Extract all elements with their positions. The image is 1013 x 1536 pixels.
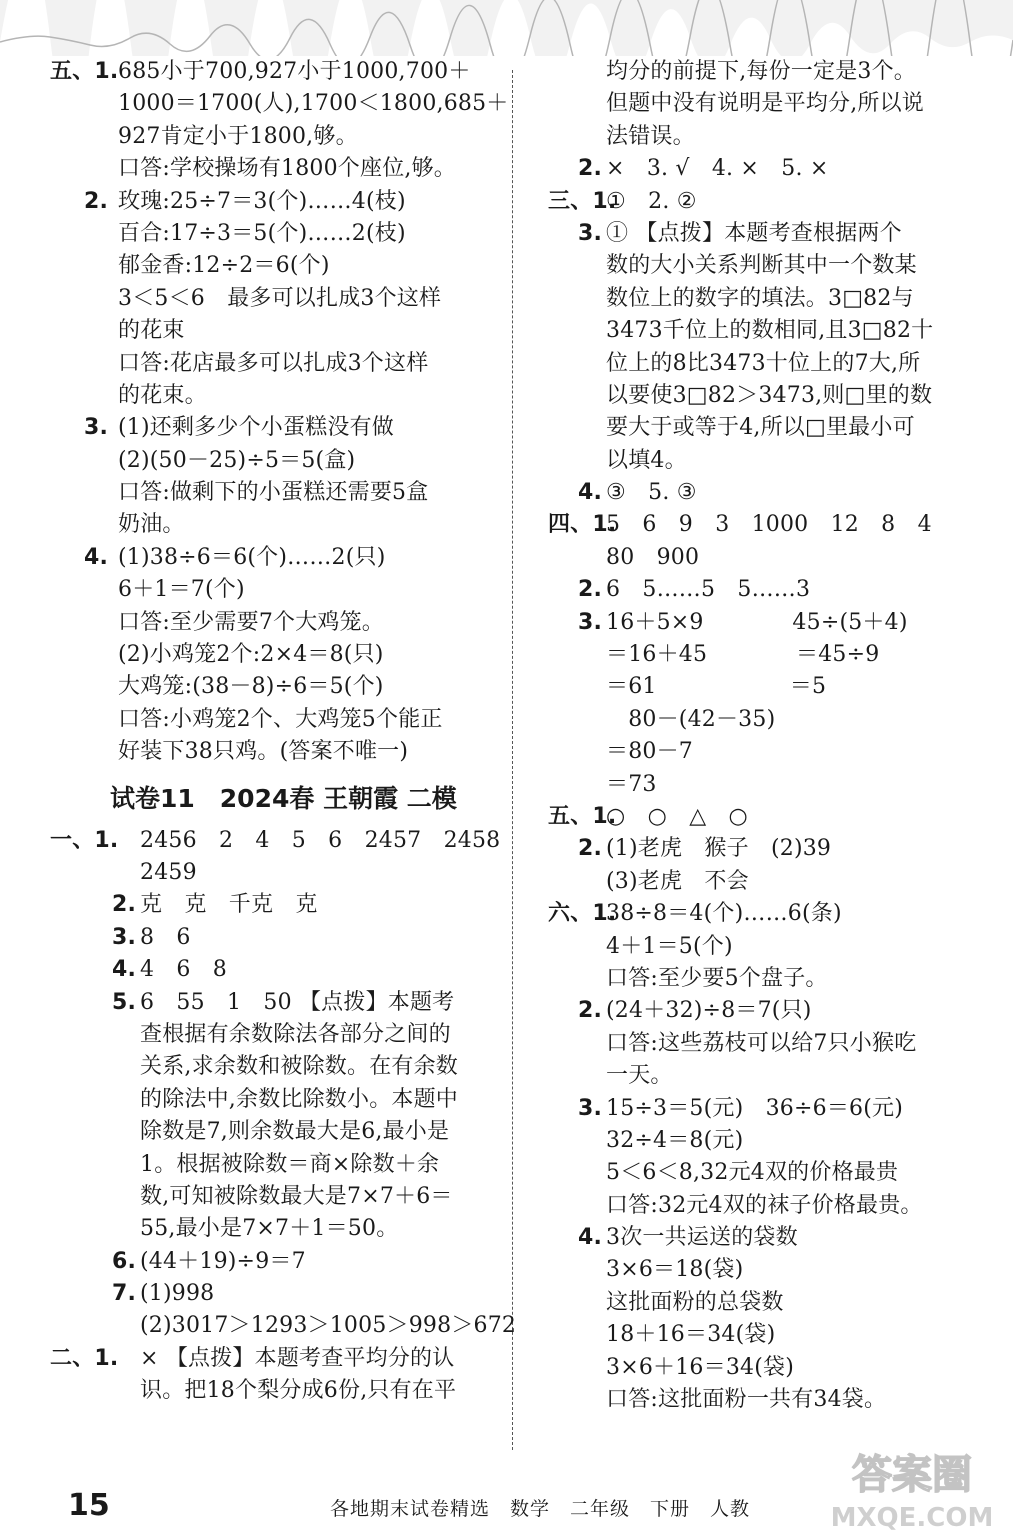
answer-text: 8 6 (140, 924, 191, 950)
answer-text: 32÷4＝8(元) (606, 1127, 744, 1153)
answer-line (50, 1213, 505, 1245)
section-title: 试卷11 2024春 王朝霞 二模 (110, 783, 457, 813)
answer-line (548, 1319, 988, 1351)
answer-line (548, 56, 988, 88)
answer-text: (3)老虎 不会 (606, 868, 749, 894)
answers-block-test11-cont (548, 56, 988, 1416)
answer-line (548, 1060, 988, 1092)
answer-text: 一天。 (606, 1063, 673, 1089)
item-number: 2. (112, 892, 137, 918)
answer-line (50, 954, 505, 986)
answer-text: 3次一共运送的袋数 (606, 1225, 798, 1251)
answer-text: 6＋1＝7(个) (118, 577, 245, 603)
answer-line (548, 1093, 988, 1125)
answer-line (50, 1278, 505, 1310)
answer-line (548, 1028, 988, 1060)
answer-line (50, 283, 505, 315)
answer-line (548, 509, 988, 541)
answer-line (548, 1125, 988, 1157)
answer-line (548, 1157, 988, 1189)
answer-text: 奶油。 (118, 512, 185, 538)
answer-line (50, 857, 505, 889)
answer-text: 5 6 9 3 1000 12 8 4 (606, 512, 932, 538)
answer-text: 的除法中,余数比除数小。本题中 (140, 1086, 458, 1112)
answer-text: 18＋16＝34(袋) (606, 1322, 776, 1348)
answer-text: 均分的前提下,每份一定是3个。 (606, 59, 916, 84)
answer-line (548, 380, 988, 412)
svg-text:MXQE.COM: MXQE.COM (830, 1503, 994, 1533)
answer-text: 3×6＝18(袋) (606, 1257, 744, 1283)
answer-line (548, 445, 988, 477)
item-number: 六、1. (548, 901, 617, 927)
answer-line (548, 1384, 988, 1416)
answer-line (50, 380, 505, 412)
answer-text: 口答:小鸡笼2个、大鸡笼5个能正 (118, 706, 443, 732)
answer-text: 玫瑰:25÷7＝3(个)……4(枝) (118, 188, 406, 214)
answer-text: 55,最小是7×7＋1＝50。 (140, 1216, 399, 1242)
answer-line (548, 1254, 988, 1286)
answer-text: ＝80－7 (606, 739, 693, 765)
answer-line (548, 348, 988, 380)
answer-line (50, 1019, 505, 1051)
answer-line (548, 963, 988, 995)
answer-line (548, 995, 988, 1027)
answers-block-test10 (50, 56, 509, 769)
answer-line (50, 1084, 505, 1116)
answer-line (548, 1190, 988, 1222)
answer-line (50, 704, 505, 736)
answer-line (548, 607, 988, 639)
answer-line (50, 542, 505, 574)
answer-line (50, 348, 505, 380)
page-number: 15 (68, 1488, 110, 1523)
answer-line (548, 477, 988, 509)
answer-text: 2456 2 4 5 6 2457 2458 (140, 827, 501, 853)
right-column (548, 56, 988, 1416)
answer-text: 但题中没有说明是平均分,所以说 (606, 91, 924, 117)
answer-text: (1)老虎 猴子 (2)39 (606, 836, 832, 862)
answer-text: 数位上的数字的填法。3□82与 (606, 285, 914, 311)
answer-line (548, 542, 988, 574)
item-number: 三、1. (548, 188, 617, 214)
item-number: 二、1. (50, 1345, 119, 1371)
answer-text: 5＜6＜8,32元4双的价格最贵 (606, 1160, 899, 1186)
answer-line (50, 987, 505, 1019)
answer-text: 685小于700,927小于1000,700＋ (118, 59, 471, 84)
answer-text: 16＋5×9 45÷(5＋4) (606, 609, 908, 635)
answer-text: 1。根据被除数＝商×除数＋余 (140, 1151, 440, 1177)
answer-line (50, 315, 505, 347)
answer-line (50, 1051, 505, 1083)
answer-text: 郁金香:12÷2＝6(个) (118, 253, 330, 279)
item-number: 2. (578, 577, 603, 603)
answer-text: 口答:学校操场有1800个座位,够。 (118, 156, 456, 182)
answer-line (50, 509, 505, 541)
item-number: 2. (578, 998, 603, 1024)
answer-text: 以填4。 (606, 447, 687, 473)
item-number: 4. (578, 1225, 603, 1251)
item-number: 五、1. (50, 59, 119, 84)
answer-line (50, 445, 505, 477)
answer-text: ① 【点拨】本题考查根据两个 (606, 220, 902, 246)
item-number: 4. (112, 957, 137, 983)
answer-line (548, 1287, 988, 1319)
item-number: 5. (112, 989, 137, 1015)
item-number: 五、1. (548, 803, 617, 829)
answer-text: (1)38÷6＝6(个)……2(只) (118, 544, 386, 570)
answer-text: 这批面粉的总袋数 (606, 1289, 784, 1315)
answer-text: 以要使3□82＞3473,则□里的数 (606, 382, 933, 408)
answer-line (50, 56, 505, 88)
answer-text: 数,可知被除数最大是7×7＋6＝ (140, 1183, 453, 1209)
item-number: 3. (112, 924, 137, 950)
item-number: 2. (578, 836, 603, 862)
answer-line (548, 121, 988, 153)
answer-line (50, 607, 505, 639)
torn-edge-decoration (0, 0, 1013, 56)
answer-line (50, 250, 505, 282)
item-number: 2. (84, 188, 109, 214)
answer-text: ① 2. ② (606, 188, 697, 214)
item-number: 2. (578, 156, 603, 182)
answer-line (548, 769, 988, 801)
answer-line (548, 671, 988, 703)
answer-text: 38÷8＝4(个)……6(条) (606, 901, 842, 927)
answer-line (548, 412, 988, 444)
watermark-logo (827, 1440, 997, 1536)
answer-line (50, 1246, 505, 1278)
answer-line (548, 218, 988, 250)
answer-text: 3＜5＜6 最多可以扎成3个这样 (118, 285, 442, 311)
answer-text: (2)(50－25)÷5＝5(盒) (118, 447, 356, 473)
answer-text: ③ 5. ③ (606, 480, 697, 506)
answer-line (548, 704, 988, 736)
item-number: 3. (578, 609, 603, 635)
answer-text: 80－(42－35) (606, 706, 776, 732)
answer-text: 大鸡笼:(38－8)÷6＝5(个) (118, 674, 384, 700)
answer-text: ＝61 ＝5 (606, 674, 827, 700)
answer-line (548, 898, 988, 930)
item-number: 7. (112, 1281, 137, 1307)
answer-line (548, 186, 988, 218)
answer-text: 口答:这些荔枝可以给7只小猴吃 (606, 1030, 917, 1056)
answer-line (50, 1375, 505, 1407)
answer-text: 80 900 (606, 544, 700, 570)
answer-line (50, 825, 505, 857)
answer-line (50, 1149, 505, 1181)
answer-line (548, 1222, 988, 1254)
answer-text: 的花束。 (118, 382, 207, 408)
answer-text: 除数是7,则余数最大是6,最小是 (140, 1119, 450, 1145)
answer-text: 的花束 (118, 318, 185, 344)
answer-line (548, 88, 988, 120)
answer-line (50, 412, 505, 444)
answer-text: 15÷3＝5(元) 36÷6＝6(元) (606, 1095, 903, 1121)
answer-text: 关系,求余数和被除数。在有余数 (140, 1054, 458, 1080)
answer-text: × 【点拨】本题考查平均分的认 (140, 1345, 455, 1371)
answer-line (50, 736, 505, 768)
answer-text: (44＋19)÷9＝7 (140, 1248, 306, 1274)
answer-text: (2)小鸡笼2个:2×4＝8(只) (118, 642, 384, 668)
book-info: 各地期末试卷精选 数学 二年级 下册 人教 (330, 1498, 751, 1520)
answer-line (548, 1352, 988, 1384)
answer-line (50, 477, 505, 509)
answer-text: 口答:至少要5个盘子。 (606, 965, 828, 991)
answer-text: 口答:这批面粉一共有34袋。 (606, 1387, 887, 1413)
item-number: 4. (578, 480, 603, 506)
answer-text: 4＋1＝5(个) (606, 933, 733, 959)
answer-line (548, 250, 988, 282)
column-divider (512, 70, 513, 1450)
answer-text: 2459 (140, 859, 197, 885)
answer-line (50, 574, 505, 606)
item-number: 4. (84, 544, 109, 570)
answer-text: ＝73 (606, 771, 657, 797)
answer-line (50, 889, 505, 921)
answer-line (548, 833, 988, 865)
item-number: 3. (578, 220, 603, 246)
answer-line (548, 866, 988, 898)
answer-line (50, 88, 509, 120)
answer-line (50, 153, 505, 185)
left-column (50, 56, 517, 1408)
answer-line (50, 1310, 517, 1342)
answer-text: 3×6＋16＝34(袋) (606, 1354, 794, 1380)
answer-text: 6 5……5 5……3 (606, 577, 811, 603)
answer-text: ○ ○ △ ○ (606, 803, 748, 829)
answer-text: 3473千位上的数相同,且3□82十 (606, 318, 934, 344)
answer-text: 4 6 8 (140, 957, 227, 983)
answer-line (50, 639, 505, 671)
answer-line (548, 153, 988, 185)
answer-text: ＝16＋45 ＝45÷9 (606, 642, 880, 668)
answer-text: 口答:花店最多可以扎成3个这样 (118, 350, 429, 376)
answer-text: 识。把18个梨分成6份,只有在平 (140, 1378, 457, 1404)
answer-text: 好装下38只鸡。(答案不唯一) (118, 739, 409, 765)
answer-line (50, 186, 505, 218)
answer-line (548, 574, 988, 606)
answer-text: 数的大小关系判断其中一个数某 (606, 253, 917, 279)
answer-text: 927肯定小于1800,够。 (118, 123, 358, 149)
answer-line (50, 218, 505, 250)
answer-text: (1)还剩多少个小蛋糕没有做 (118, 415, 394, 441)
answer-text: (1)998 (140, 1281, 215, 1307)
answer-text: (2)3017＞1293＞1005＞998＞672 (140, 1313, 517, 1339)
answer-text: 查根据有余数除法各部分之间的 (140, 1021, 451, 1047)
answer-line (50, 1181, 505, 1213)
answer-line (548, 639, 988, 671)
answer-text: × 3. √ 4. × 5. × (606, 156, 829, 182)
answer-line (50, 1343, 505, 1375)
answer-text: (24＋32)÷8＝7(只) (606, 998, 812, 1024)
svg-text:答案圈: 答案圈 (852, 1452, 972, 1498)
answers-block-test11 (50, 825, 517, 1408)
answer-text: 6 55 1 50 【点拨】本题考 (140, 989, 455, 1015)
answer-line (548, 736, 988, 768)
item-number: 一、1. (50, 827, 119, 853)
item-number: 6. (112, 1248, 137, 1274)
answer-text: 百合:17÷3＝5(个)……2(枝) (118, 220, 406, 246)
answer-line (50, 671, 505, 703)
answer-text: 要大于或等于4,所以□里最小可 (606, 415, 915, 441)
answer-text: 法错误。 (606, 123, 695, 149)
answer-line (50, 922, 505, 954)
answer-line (548, 931, 988, 963)
answer-line (548, 283, 988, 315)
answer-text: 位上的8比3473十位上的7大,所 (606, 350, 921, 376)
answer-line (50, 121, 505, 153)
answer-text: 口答:至少需要7个大鸡笼。 (118, 609, 385, 635)
answer-line (548, 801, 988, 833)
answer-line (50, 1116, 505, 1148)
answer-line (548, 315, 988, 347)
item-number: 3. (84, 415, 109, 441)
item-number: 3. (578, 1095, 603, 1121)
answer-text: 口答:32元4双的袜子价格最贵。 (606, 1192, 923, 1218)
answer-text: 克 克 千克 克 (140, 892, 318, 918)
answer-text: 1000＝1700(人),1700＜1800,685＋ (118, 91, 509, 117)
item-number: 四、1. (548, 512, 617, 538)
answer-text: 口答:做剩下的小蛋糕还需要5盒 (118, 480, 429, 506)
